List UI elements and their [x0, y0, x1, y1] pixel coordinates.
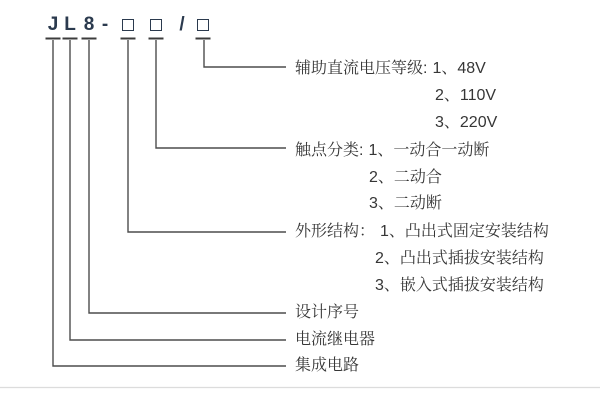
voltage-row-1: [295, 61, 486, 77]
voltage-option-1: 1、48V: [432, 60, 486, 77]
connector-current-relay: [70, 40, 286, 340]
structure-row-3: [375, 278, 544, 294]
model-box-structure: [122, 19, 134, 31]
voltage-option-3: 3、220V: [435, 114, 498, 131]
model-slash: /: [179, 14, 185, 35]
model-char-8: 8: [83, 14, 95, 35]
current-relay-label: [295, 332, 375, 348]
voltage-row-3: [435, 115, 497, 131]
contacts-row-1: [295, 143, 489, 159]
structure-option-2: 2、凸出式插拔安装结构: [375, 250, 544, 267]
contacts-label: 触点分类:: [295, 142, 364, 159]
contacts-row-3: [369, 196, 442, 212]
voltage-option-2: 2、110V: [435, 87, 497, 104]
connector-integrated-circuit: [53, 40, 286, 366]
structure-row-2: [375, 251, 544, 267]
design-serial-label: [295, 305, 359, 321]
voltage-label: 辅助直流电压等级:: [295, 60, 428, 77]
contacts-option-2: 2、二动合: [369, 169, 442, 186]
connector-contacts: [156, 40, 286, 148]
structure-option-3: 3、嵌入式插拔安装结构: [375, 277, 544, 294]
connector-voltage: [204, 40, 286, 67]
model-box-voltage: [197, 19, 209, 31]
contacts-option-3: 3、二动断: [369, 195, 442, 212]
model-dash: -: [101, 14, 109, 35]
integrated-circuit-label: [295, 358, 359, 374]
connector-structure: [128, 40, 286, 232]
design-serial-text: 设计序号: [295, 304, 360, 321]
connector-design-serial: [89, 40, 286, 313]
current-relay-text: 电流继电器: [295, 331, 376, 348]
structure-label: 外形结构：: [295, 223, 376, 240]
contacts-option-1: 1、一动合一动断: [368, 142, 490, 159]
model-char-j: J: [47, 14, 59, 35]
integrated-circuit-text: 集成电路: [295, 357, 360, 374]
model-box-contacts: [150, 19, 162, 31]
voltage-row-2: [435, 88, 496, 104]
model-char-l: L: [64, 14, 76, 35]
structure-row-1: [295, 224, 549, 240]
contacts-row-2: [369, 170, 442, 186]
structure-option-1: 1、凸出式固定安装结构: [380, 223, 549, 240]
